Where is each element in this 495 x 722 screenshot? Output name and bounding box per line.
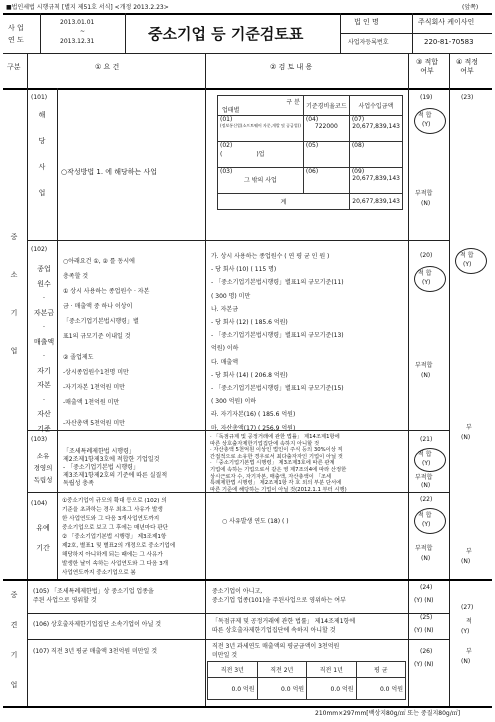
r103-no: (103): [31, 436, 48, 443]
r101-no: (101): [31, 94, 48, 101]
r101-table-hdr-div: 구 분 업태별: [218, 96, 304, 116]
r104-review: ○ 사유발생 연도 (18) ( ): [222, 518, 289, 525]
r106-requirement: (106) 상호출자제한기업집단 소속기업이 아닐 것: [33, 621, 162, 628]
r102-review: 가. 상시 사용하는 종업원수 ( 연 평 균 인 원 ) - 당 회사 (10) ( 115 명) - 「중소기업기본법시행령」별표1의 규모기준(11) ( 300 명) 미만 나. 자본금 - 당 회사 (12) ( 185.6 억원) - 「중소기업기본법시행령」별표1의 규모기준(13) 억원) 이하 다. 매출액 - 당 회사 (14) ( 206.8 억원) - 「중소기업기본법시행령」별표1의 규모기준(15) ( 300 억원) 이하 라. 자기자본(16) ( 185.6 억원) 마. 자산총액(17) ( 256.9 억원): [211, 253, 344, 432]
r103-name: 소유 경영의 독립성: [33, 452, 53, 484]
r105-fit-no: (24): [420, 584, 433, 591]
r102-fit-no: (20): [420, 252, 433, 259]
biz-no-label: 사업자등록번호: [348, 39, 389, 46]
r106-fit[interactable]: (Y) (N): [414, 627, 434, 634]
period-end: 2013.12.31: [60, 38, 95, 45]
r107-sales-table: 직전 3년 직전 2년 직전 1년 평 균 0.0 억원 0.0 억원 0.0 억원 0.0 억원: [207, 661, 406, 700]
r105-requirement: (105) 「조세특례제한법」상 중소기업 업종을 주된 사업으로 영위할 것: [33, 588, 154, 604]
midsize-label: 중 견 기 업: [10, 591, 18, 689]
r103-requirement: 「조세특례제한법 시행령」 제2조제1항제3호에 적합한 기업일것 - 「중소기업기본법 시행령」 제3조제1항제2호의 기준에 따른 실질적 독립성 충족: [63, 448, 168, 487]
page-title: 중소기업 등 기준검토표: [148, 25, 304, 43]
r105-fit4-no: (27): [461, 604, 474, 611]
r104-name: 유예 기간: [36, 524, 50, 552]
form-note: ■법인세법 시행규칙 [별지 제51호 서식] <개정 2013.2.23>: [6, 4, 169, 11]
r102-name: 종업 원수 · 자본금 · 매출액 · 자기 자본 · 자산 기준: [33, 265, 55, 433]
paper-spec: 210mm×297mm[백상지80g/㎡ 또는 중질지80g/㎡]: [315, 710, 461, 717]
col-review: ② 검 토 내 용: [270, 63, 313, 71]
sme-label: 중 소 기 업: [10, 233, 18, 355]
corp-name-label: 법 인 명: [354, 18, 379, 26]
r102-no: (102): [31, 246, 48, 253]
page-side: (앞쪽): [462, 4, 479, 11]
r104-requirement: ①중소기업이 규모의 확대 등으로 (102) 의 기준을 초과하는 경우 최초그 사유가 발생 한 사업연도와 그 다음 3개사업연도까지 중소기업으로 보고 그 후에는 매년마다 판단 ② 「중소기업기본법 시행령」 제3조제1항 제2호, 별표1 및 별표2의 개정으로 중소기업에 해당하지 아니하게 되는 때에는 그 사유가 발생한 날이 속하는 사업연도와 그 다음 3개 사업연도까지 중소기업으로 봄: [62, 498, 176, 576]
r103-fit-no: (21): [420, 436, 433, 443]
corp-name: 주식회사 케이사인: [418, 18, 475, 26]
r107-review-head: 직전 3년 과세연도 매출액의 평균금액이 3천억원 미만일 것: [212, 643, 340, 659]
r101-requirement: ○작성방법 1. 에 해당하는 사업: [61, 168, 158, 176]
r106-review: 「독점규제 및 공정거래에 관한 법률」 제14조제1항에 따른 상호출자제한기업집단에 속하지 아니할 것: [212, 618, 356, 634]
r101-business-table: 구 분 업태별 기준경비율코드 사업수입금액 (01) (정보통신업(소프트웨어 자문,개발 및 공급업)) (04) 722000 (07) 20,677,839,143 (02) ( )업 (05) (08) (03) 그 밖의 사업 (06) (09) 20,677,839,143 계 20,677,839,143: [217, 95, 403, 210]
r104-fit-no: (22): [420, 496, 433, 503]
biz-no: 220-81-70583: [424, 38, 474, 46]
r102-requirement: ○아래요건 ①, ② 를 동시에 충족할 것 ① 상시 사용하는 종업원수 · 자본 금 · 매출액 중 하나 이상이 「중소기업기본법시행령」별 표1의 규모기준 이내일 것 ② 졸업제도 -상시종업원수1천명 미만 -자기자본 1천억원 미만 -매출액 1천억원 미만 -자산총액 5천억원 미만: [63, 258, 150, 427]
col-category: 구분: [7, 63, 21, 71]
period-tilde: ~: [80, 28, 86, 35]
r107-fit-no: (26): [420, 648, 433, 655]
r103-review: · 「독점규제 및 공정거래에 관한 법률」 제14조제1항에 따른 상호출자제한기업집단에 속하지 아니할 것 · 자산총액 5천억원 이상인 법인이 주식 등의 30%이상 직 간접적으로 소유한 경우로서 최다출자자인 기업이 아닐 것 · 「중소기업기본법 시행령」 제3조제3호에 따른 관계 기업에 속하는 기업으로서 같은 영 제7조의4에 따라 산정한 상시근로자 수, 자기자본, 매출액, 자산총액이 「조세 특례제한법 시행령」 제2조제1항 각 호 외의 부분 단서에 따른 기준에 해당하는 기업이 아닐 것(2012.1.1 부터 시행): [210, 434, 347, 493]
r107-fit[interactable]: (Y) (N): [414, 661, 434, 668]
col-fit3: ③ 적합 여부: [416, 58, 439, 75]
r105-fit[interactable]: (Y) (N): [414, 597, 434, 604]
r101-fit4-no: (23): [461, 94, 474, 101]
r101-name: 해 당 사 업: [38, 111, 46, 197]
r106-fit-no: (25): [420, 614, 433, 621]
r101-table-hdr-std: 기준경비율코드: [303, 96, 349, 116]
r101-fit-no: (19): [420, 94, 433, 101]
r107-requirement: (107) 직전 3년 평균 매출액 3천억원 미만일 것: [33, 648, 158, 655]
period-label: 사 업 연 도: [8, 24, 24, 44]
period-start: 2013.01.01: [60, 19, 95, 26]
col-fit4: ④ 적정 여부: [456, 58, 479, 75]
r101-table-hdr-rev: 사업수입금액: [349, 96, 402, 116]
r104-no: (104): [31, 500, 48, 507]
col-requirement: ① 요 건: [95, 63, 120, 71]
r105-review: 중소기업이 아니고, 중소기업 업종(101)을 주된사업으로 영위하는 여부: [212, 588, 346, 604]
